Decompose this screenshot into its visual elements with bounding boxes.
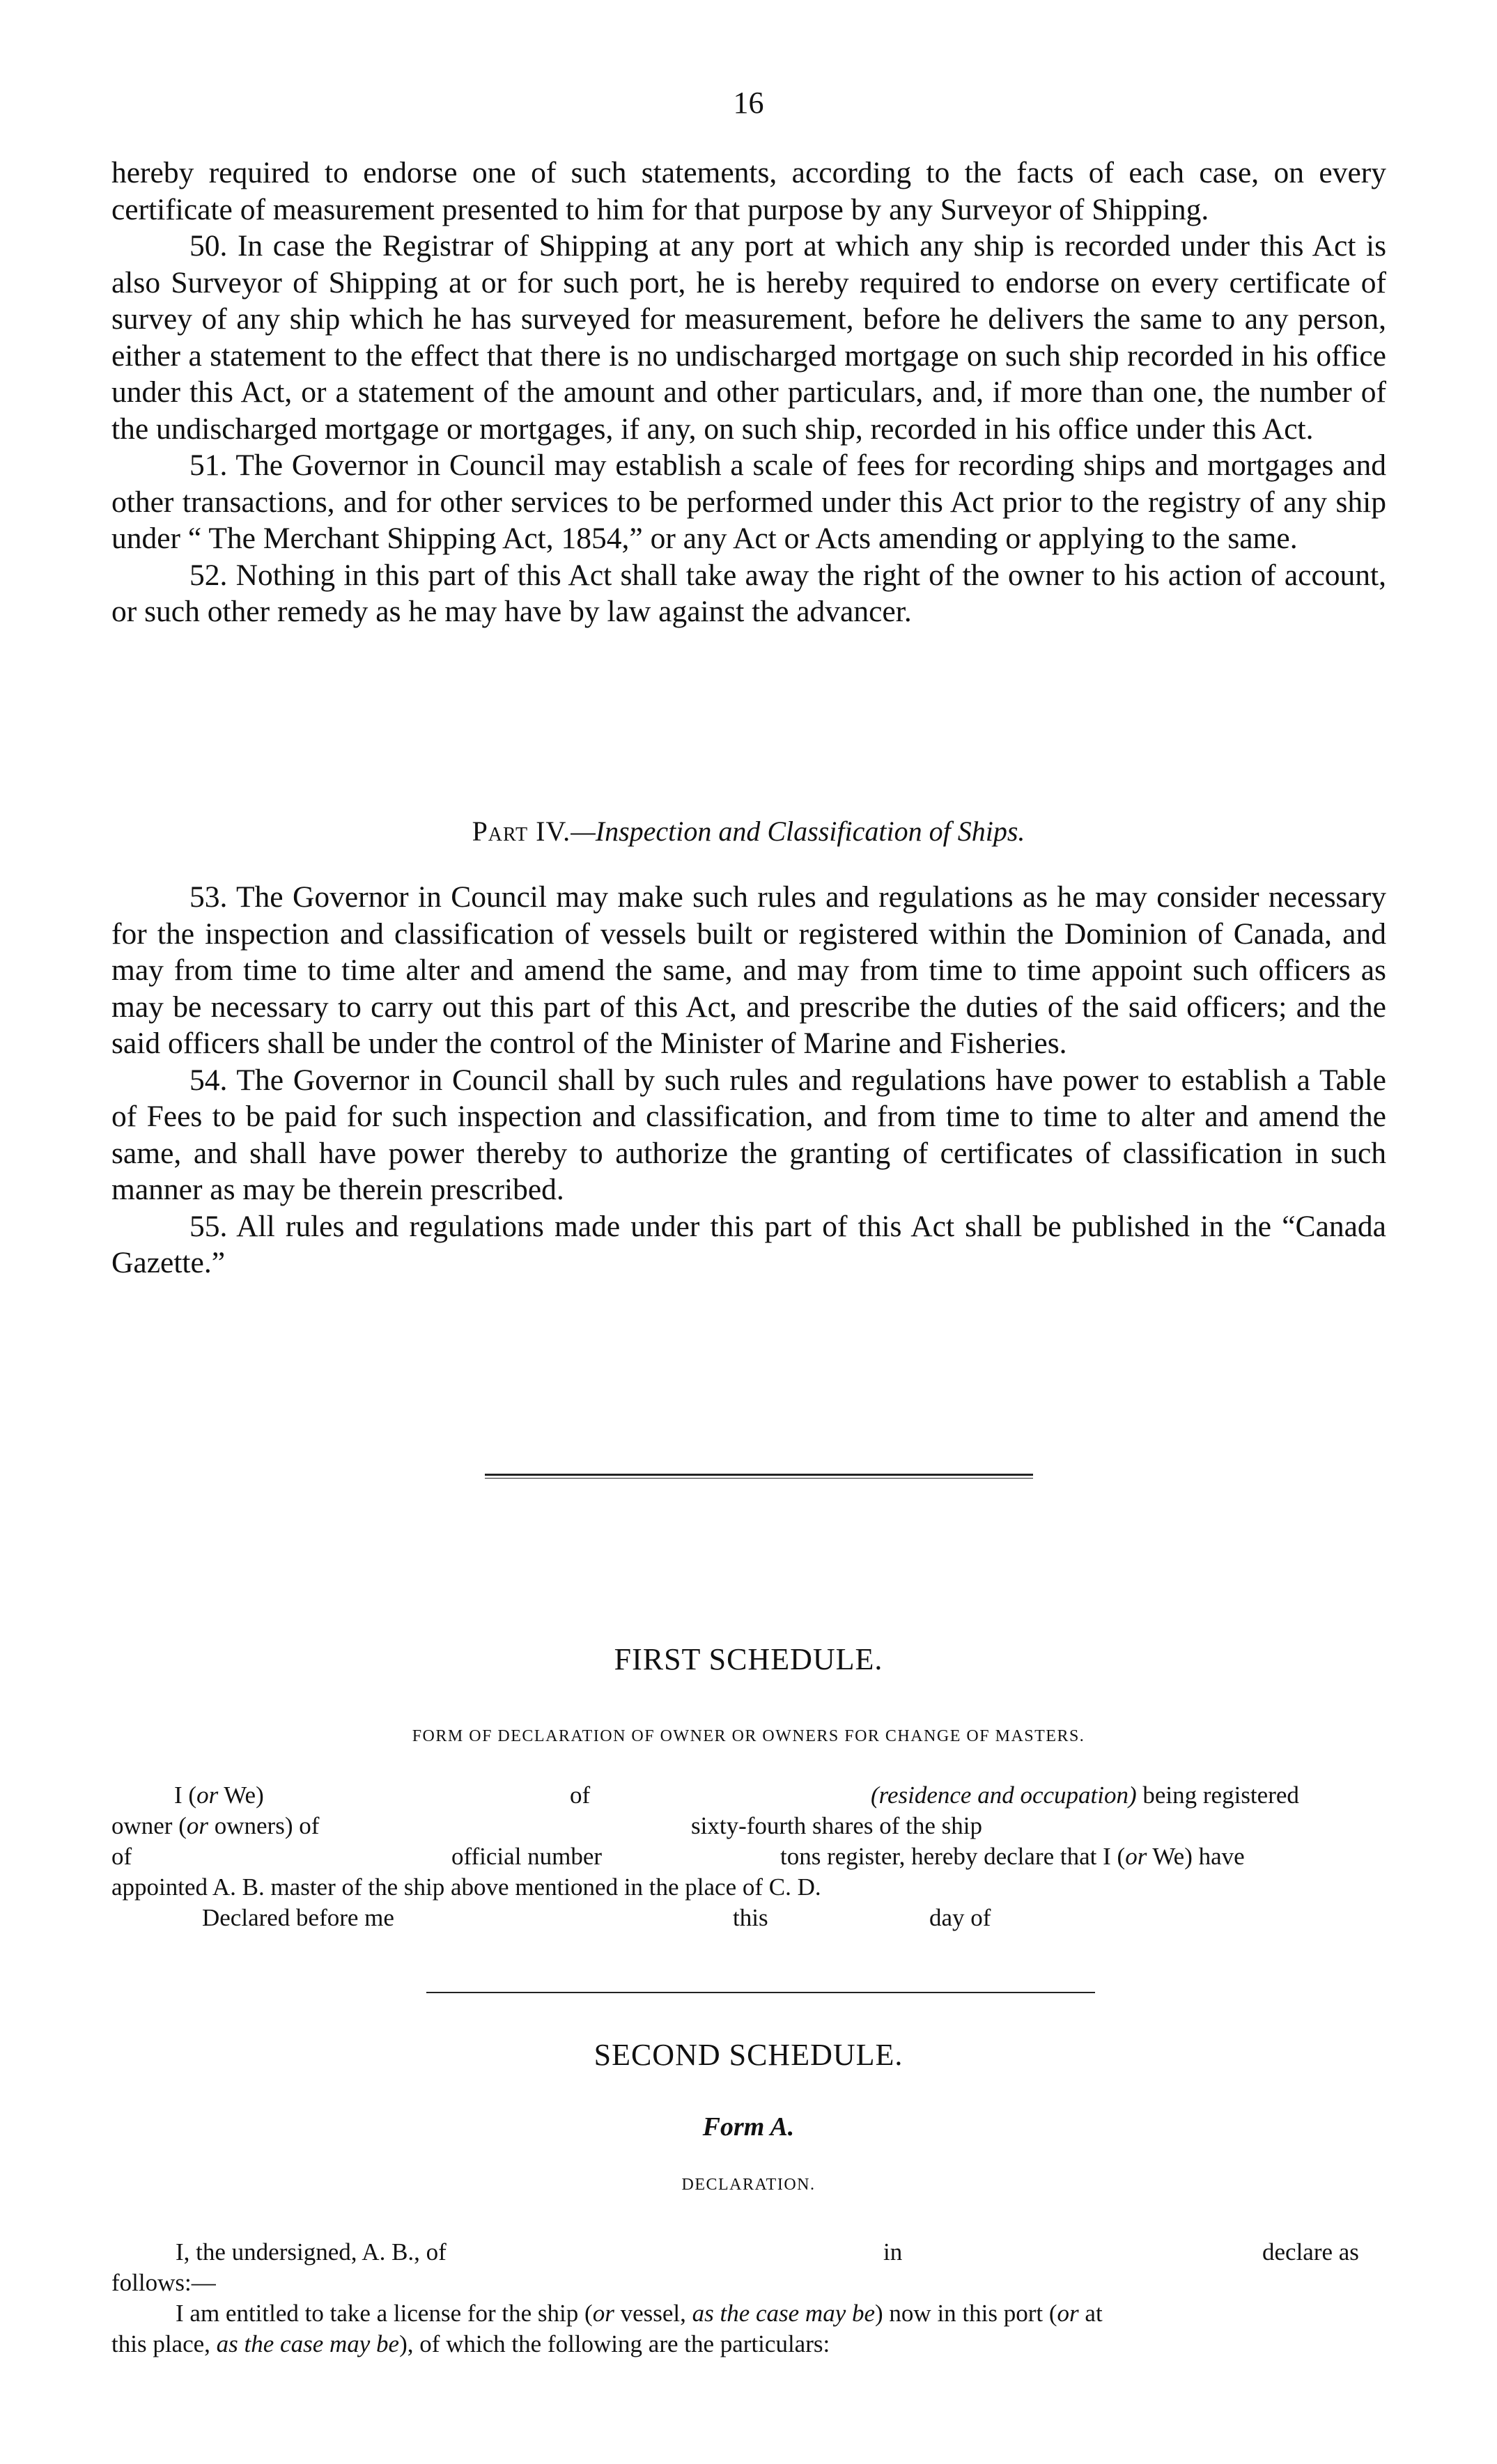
fs-l3-c2: We) have [1147, 1843, 1245, 1870]
fs-l1-c-it: (residence and occupation) [871, 1781, 1137, 1809]
ss-l4-a2: ), of which the following are the particulars: [399, 2330, 830, 2357]
ss-line-4 [111, 2330, 830, 2358]
fs-l2-a: owner ( [111, 1812, 187, 1839]
first-schedule-title: FIRST SCHEDULE. [614, 1642, 883, 1676]
ss-line-1-in: in [883, 2238, 903, 2266]
fs-l3-c-it: or [1125, 1843, 1147, 1870]
fs-l2-a2: owners) of [208, 1812, 320, 1839]
paragraph-55: 55. All rules and regulations made under this part of this Act shall be published in the “Canada Gazette.” [111, 1209, 1386, 1279]
fs-line-1 [174, 1781, 264, 1809]
ss-l3-a-it2: as the case may be [692, 2300, 876, 2327]
fs-line-5-day: day of [929, 1904, 991, 1931]
fs-line-4: appointed A. B. master of the ship above mentioned in the place of C. D. [111, 1873, 821, 1901]
paragraph-50: 50. In case the Registrar of Shipping at any port at which any ship is recorded under this Act is also Surveyor of Shipping at or for such port, he is hereby required to endorse on every certificate of survey of any ship which he has surveyed for measurement, before he delivers the same to any person, either a statement to the effect that there is no undischarged mortgage on such ship recorded in his office under this Act, or a statement of the amount and other particulars, and, if more than one, the number of the undischarged mortgage or mortgages, if any, on such ship, recorded in his office under this Act. [111, 229, 1386, 446]
fs-line-2-shares: sixty-fourth shares of the ship [691, 1812, 982, 1839]
fs-line-5-declared: Declared before me [202, 1904, 394, 1931]
ss-line-1-declare: declare as [1262, 2238, 1359, 2266]
ss-l4-a: this place, [111, 2330, 217, 2357]
body-text-top [111, 155, 1386, 630]
schedule-divider [426, 1992, 1095, 1993]
ss-l3-a4: at [1078, 2300, 1103, 2327]
ss-l3-a-it3: or [1057, 2300, 1079, 2327]
fs-l3-c: tons register, hereby declare that I ( [780, 1843, 1126, 1870]
ss-line-3 [176, 2300, 1103, 2327]
section-divider [485, 1474, 1033, 1479]
paragraph-53: 53. The Governor in Council may make such rules and regulations as he may consider necessary for the inspection and classification of vessels built or registered within the Dominion of Canada, and may from time to time alter and amend the same, and may from time to time appoint such officers as may be necessary to carry out this part of this Act, and prescribe the duties of the said officers; and the said officers shall be under the control of the Minister of Marine and Fisheries. [111, 880, 1386, 1060]
declaration-heading: DECLARATION. [681, 2176, 816, 2194]
ss-l4-a-it: as the case may be [216, 2330, 400, 2357]
part-heading [0, 815, 1497, 848]
fs-l1-a2: We) [218, 1781, 264, 1809]
fs-line-1-of: of [570, 1781, 591, 1809]
paragraph-52: 52. Nothing in this part of this Act shall take away the right of the owner to his action of account, or such other remedy as he may have by law against the advancer. [111, 558, 1386, 628]
page-number: 16 [733, 86, 764, 120]
paragraph-54: 54. The Governor in Council shall by such rules and regulations have power to establish a Table of Fees to be paid for such inspection and classification, and from time to time to alter and amend the same, and shall have power thereby to authorize the granting of certificates of classification in such manner as may be therein prescribed. [111, 1063, 1386, 1206]
ss-line-1-undersigned: I, the undersigned, A. B., of [176, 2238, 447, 2266]
ss-line-2: follows:— [111, 2269, 216, 2296]
fs-l2-a-it: or [186, 1812, 208, 1839]
fs-line-3-official: official number [451, 1843, 603, 1870]
second-schedule-title: SECOND SCHEDULE. [594, 2038, 903, 2072]
body-text-part4 [111, 879, 1386, 1281]
paragraph-continuation: hereby required to endorse one of such statements, according to the facts of each case, on every certificate of measurement presented to him for that purpose by any Surveyor of Shipping. [111, 156, 1386, 226]
fs-l1-a: I ( [174, 1781, 197, 1809]
part-title: —Inspection and Classification of Ships. [571, 816, 1025, 847]
fs-line-2 [111, 1812, 319, 1840]
fs-line-3-tons [780, 1843, 1245, 1871]
fs-l1-a-it: or [196, 1781, 219, 1809]
ss-l3-a: I am entitled to take a license for the ship ( [176, 2300, 593, 2327]
fs-l1-c2: being registered [1136, 1781, 1299, 1809]
form-a-label: Form A. [702, 2112, 795, 2142]
fs-line-3-of: of [111, 1843, 132, 1870]
ss-l3-a-it: or [592, 2300, 614, 2327]
ss-l3-a3: ) now in this port ( [875, 2300, 1057, 2327]
fs-line-1-residence [871, 1781, 1299, 1809]
part-number: Part IV. [472, 816, 571, 847]
first-schedule-subtitle: FORM OF DECLARATION OF OWNER OR OWNERS FOR CHANGE OF MASTERS. [412, 1727, 1085, 1745]
ss-l3-a2: vessel, [614, 2300, 692, 2327]
paragraph-51: 51. The Governor in Council may establish a scale of fees for recording ships and mortgages and other transactions, and for other services to be performed under this Act prior to the registry of any ship under “ The Merchant Shipping Act, 1854,” or any Act or Acts amending or applying to the same. [111, 449, 1386, 555]
fs-line-5-this: this [733, 1904, 768, 1931]
